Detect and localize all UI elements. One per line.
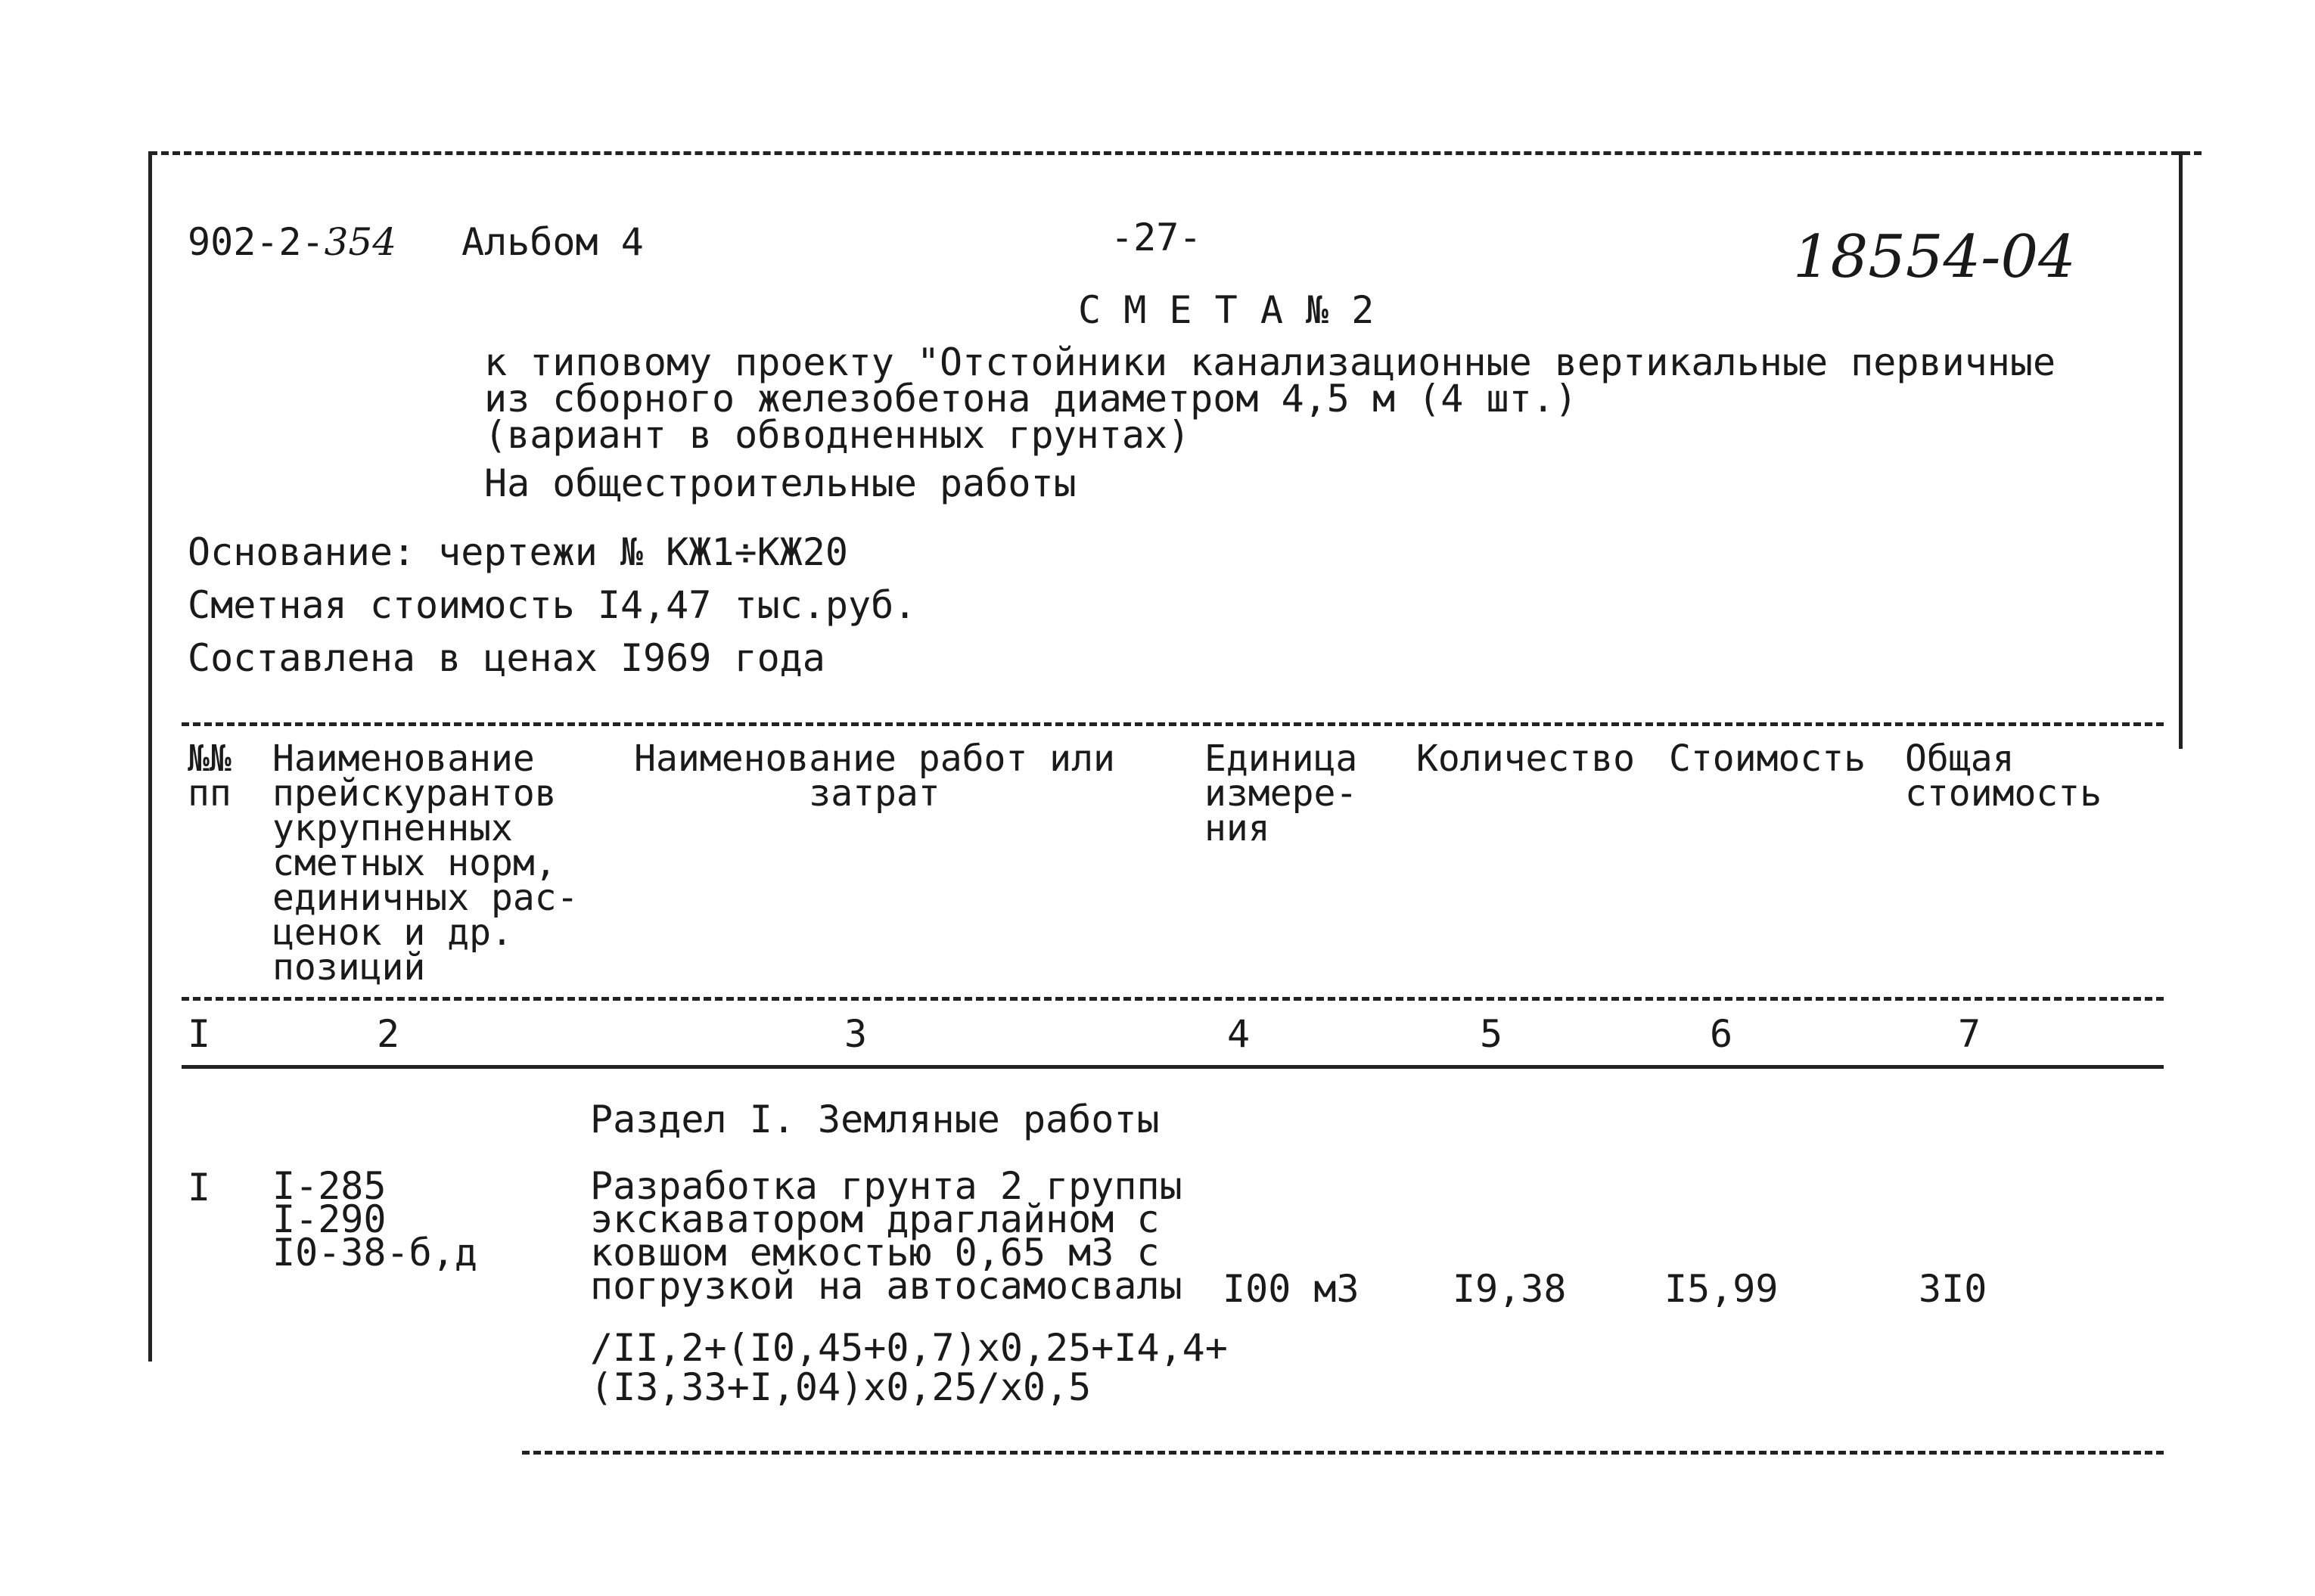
header-col-unit [1204, 737, 1358, 849]
row-quantity: I9,38 [1453, 1267, 1567, 1311]
header-line: пп [188, 772, 232, 815]
header-line: Единица [1204, 737, 1358, 780]
estimated-cost: Сметная стоимость I4,47 тыс.руб. [188, 583, 917, 627]
header-col-pricelist [272, 737, 579, 989]
header-line: №№ [188, 737, 232, 780]
project-description-line: (вариант в обводненных грунтах) [484, 413, 1191, 457]
header-line: сметных норм, [272, 842, 557, 884]
header-line: затрат [809, 772, 940, 815]
header-line: ния [1204, 807, 1270, 849]
header-line: Наименование [272, 737, 535, 780]
table-top-rule [182, 722, 2164, 726]
page-number: -27- [1111, 216, 1202, 259]
header-col-number [188, 737, 232, 815]
column-number: I [188, 1012, 211, 1056]
column-number: 3 [844, 1012, 868, 1056]
header-line: измере- [1204, 772, 1358, 815]
album-label: Альбом 4 [461, 220, 644, 264]
description-line: экскаватором драглайном с [590, 1197, 1160, 1241]
header-line: Наименование работ или [634, 737, 1115, 780]
header-line: прейскурантов [272, 772, 557, 815]
pricelist-code: I-290 [272, 1197, 387, 1241]
row-total: 3I0 [1919, 1267, 1987, 1311]
description-line: Разработка грунта 2 группы [590, 1164, 1182, 1208]
column-number: 6 [1710, 1012, 1733, 1056]
table-header-rule [182, 997, 2164, 1001]
header-line: единичных рас- [272, 877, 579, 919]
column-number: 4 [1227, 1012, 1251, 1056]
page-frame-left-border [148, 151, 152, 1362]
header-col-price: Стоимость [1669, 737, 1866, 780]
project-description-line: из сборного железобетона диаметром 4,5 м (4 шт.) [484, 377, 1577, 421]
row-number: I [188, 1166, 211, 1209]
header-line: Общая [1905, 737, 2015, 780]
basis-drawings: Основание: чертежи № КЖ1÷КЖ20 [188, 530, 848, 574]
header-line: стоимость [1905, 772, 2102, 815]
table-bottom-rule [522, 1451, 2164, 1455]
description-line: ковшом емкостью 0,65 м3 с [590, 1231, 1160, 1275]
header-line: ценок и др. [272, 911, 513, 954]
row-price: I5,99 [1664, 1267, 1779, 1311]
column-number: 5 [1480, 1012, 1503, 1056]
estimate-title: С М Е Т А № 2 [1078, 288, 1375, 332]
price-year: Составлена в ценах I969 года [188, 636, 825, 680]
pricelist-code: I-285 [272, 1164, 387, 1208]
project-description [484, 340, 2056, 457]
document-code [188, 220, 397, 264]
page-frame-right-border [2179, 151, 2183, 749]
formula-line: (I3,33+I,04)x0,25/x0,5 [590, 1365, 1092, 1409]
document-code-prefix: 902-2- [188, 220, 325, 264]
row-description [590, 1164, 1182, 1308]
header-col-total [1905, 737, 2102, 815]
header-col-quantity: Количество [1416, 737, 1635, 780]
description-line: погрузкой на автосамосвалы [590, 1264, 1182, 1308]
row-unit: I00 м3 [1223, 1267, 1359, 1311]
column-number: 2 [377, 1012, 400, 1056]
inventory-number: 18554-04 [1793, 223, 2076, 291]
document-code-handwritten: 354 [324, 220, 397, 264]
scope-of-work: На общестроительные работы [484, 461, 1077, 505]
page-frame-top-border [150, 151, 2202, 155]
row-calculation-formula [590, 1328, 1228, 1407]
pricelist-code: I0-38-б,д [272, 1231, 477, 1275]
header-line: укрупненных [272, 807, 513, 849]
formula-line: /II,2+(I0,45+0,7)x0,25+I4,4+ [590, 1326, 1228, 1370]
column-numbers-rule [182, 1065, 2164, 1069]
row-pricelist-codes [272, 1164, 477, 1275]
column-number: 7 [1958, 1012, 1981, 1056]
project-description-line: к типовому проекту "Отстойники канализационные вертикальные первичные [484, 340, 2056, 384]
header-col-work-name [632, 737, 1117, 815]
header-line: позиций [272, 946, 426, 989]
section-title: Раздел I. Земляные работы [590, 1098, 1160, 1141]
